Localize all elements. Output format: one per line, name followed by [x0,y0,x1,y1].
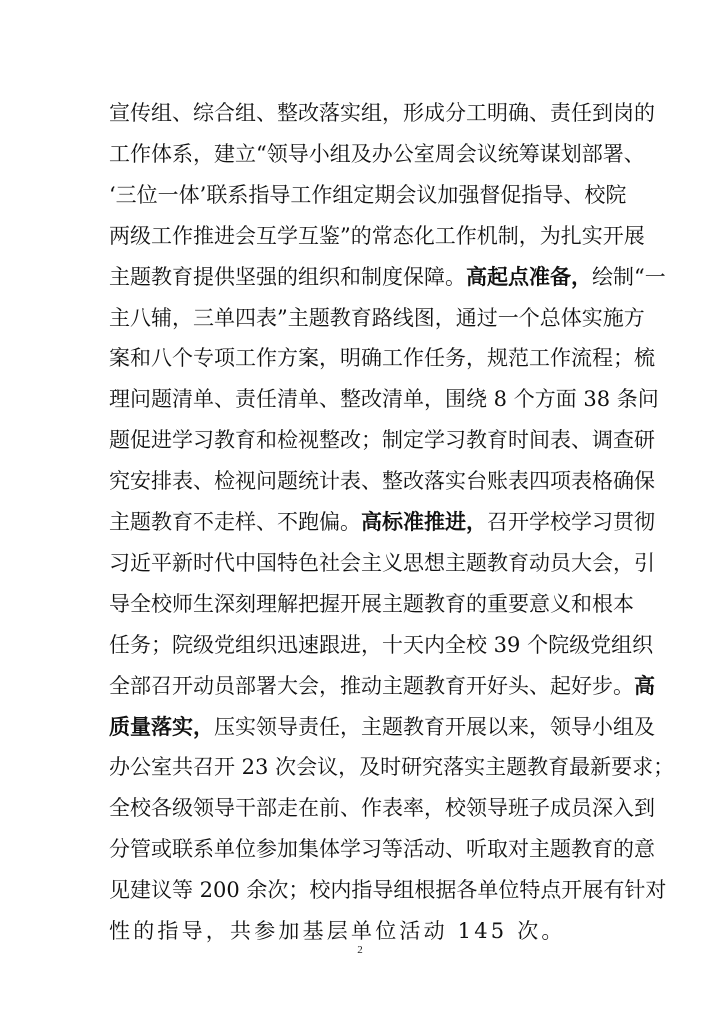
text-line [109,182,627,208]
text-line [109,305,645,331]
text-line [109,509,655,535]
body-text-run: 办公室共召开 23 次会议，及时研究落实主题教育最新要求； [109,755,675,780]
text-line [109,345,655,371]
body-text-run: 宣传组、综合组、整改落实组，形成分工明确、责任到岗的 [109,101,655,125]
body-text-run: 主八辅，三单四表”主题教育路线图，通过一个总体实施方 [109,305,645,330]
text-line [109,714,655,740]
body-text-run: 工作体系，建立“领导小组及办公室周会议统筹谋划部署、 [109,141,645,166]
text-line [109,836,655,862]
body-text-run: 究安排表、检视问题统计表、整改落实台账表四项表格确保 [109,469,655,494]
body-text-run: 压实领导责任，主题教育开展以来，领导小组及 [214,714,655,739]
text-line [109,754,675,780]
text-line [109,632,654,658]
text-line [109,264,666,290]
body-text-run: 案和八个专项工作方案，明确工作任务，规范工作流程；梳 [109,346,655,371]
bold-heading-text: 高起点准备， [466,264,592,289]
text-line [109,877,667,903]
text-line [109,141,645,167]
body-text-run: 两级工作推进会互学互鉴”的常态化工作机制，为扎实开展 [109,223,645,248]
body-text-run: 分管或联系单位参加集体学习等活动、听取对主题教育的意 [109,837,655,862]
body-text-run: 主题教育提供坚强的组织和制度保障。 [109,264,466,289]
text-line [109,673,655,699]
body-text-run: 理问题清单、责任清单、整改清单，围绕 8 个方面 38 条问 [109,387,659,412]
body-text-run: 题促进学习教育和检视整改；制定学习教育时间表、调查研 [109,428,655,453]
body-text-run: 全部召开动员部署大会，推动主题教育开好头、起好步。 [109,673,634,698]
text-line [109,468,655,494]
body-text-run: 绘制“一 [592,264,666,289]
text-line [109,427,655,453]
text-line [109,795,655,821]
body-text-run: 全校各级领导干部走在前、作表率，校领导班子成员深入到 [109,796,655,821]
text-line [109,100,655,126]
bold-heading-text: 质量落实， [109,714,214,739]
text-line [109,918,613,944]
body-text-run: 性的指导，共参加基层单位活动 145 次。 [109,919,566,943]
bold-heading-text: 高标准推进， [361,510,487,534]
text-line [109,550,655,576]
bold-heading-text: 高 [634,673,655,698]
body-text-run: 习近平新时代中国特色社会主义思想主题教育动员大会，引 [109,550,655,575]
body-text-run: 导全校师生深刻理解把握开展主题教育的重要意义和根本 [109,591,634,616]
text-line [109,223,645,249]
text-line [109,591,634,617]
text-line [109,386,659,412]
body-text-run: 见建议等 200 余次；校内指导组根据各单位特点开展有针对 [109,878,667,903]
body-text-run: 召开学校学习贯彻 [487,510,655,534]
page-number: 2 [357,944,363,956]
body-text-run: ‘三位一体’联系指导工作组定期会议加强督促指导、校院 [109,182,627,207]
body-text-run: 主题教育不走样、不跑偏。 [109,510,361,534]
body-text-run: 任务；院级党组织迅速跟进，十天内全校 39 个院级党组织 [109,632,654,657]
